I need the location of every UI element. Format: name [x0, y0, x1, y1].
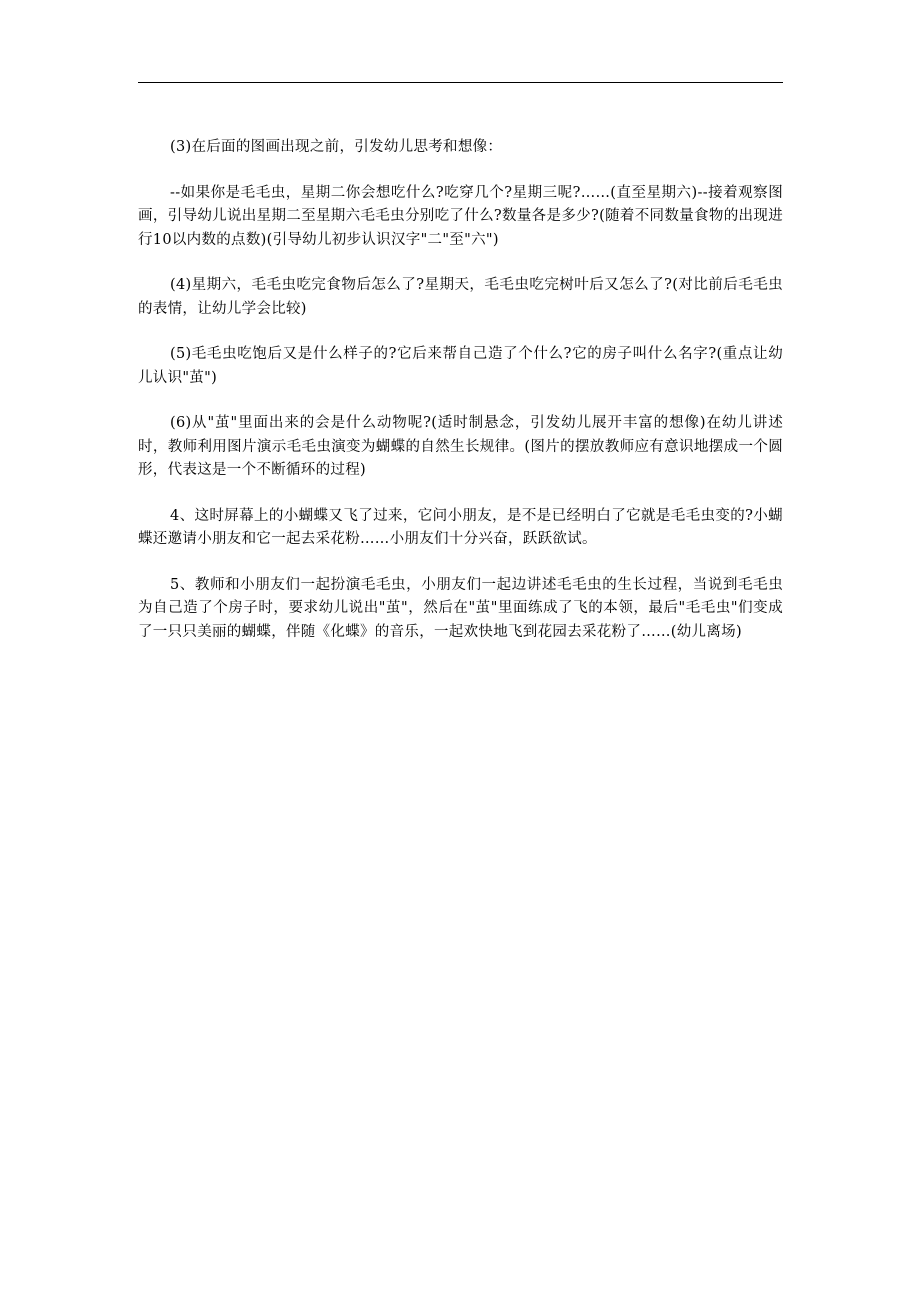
document-body [138, 136, 783, 666]
paragraph-questions: --如果你是毛毛虫，星期二你会想吃什么?吃穿几个?星期三呢?……(直至星期六)--接着观察图画，引导幼儿说出星期二至星期六毛毛虫分别吃了什么?数量各是多少?(随着不同数量食物的出现进行10以内数的点数)(引导幼儿初步认识汉字"二"至"六") [138, 184, 783, 248]
paragraph-step-4: (4)星期六，毛毛虫吃完食物后怎么了?星期天，毛毛虫吃完树叶后又怎么了?(对比前后毛毛虫的表情，让幼儿学会比较) [138, 277, 783, 317]
paragraph-section-5: 5、教师和小朋友们一起扮演毛毛虫，小朋友们一起边讲述毛毛虫的生长过程，当说到毛毛虫为自己造了个房子时，要求幼儿说出"茧"，然后在"茧"里面练成了飞的本领，最后"毛毛虫"们变成了一只只美丽的蝴蝶，伴随《化蝶》的音乐，一起欢快地飞到花园去采花粉了……(幼儿离场) [138, 576, 783, 640]
header-rule [138, 82, 783, 83]
paragraph-step-5: (5)毛毛虫吃饱后又是什么样子的?它后来帮自己造了个什么?它的房子叫什么名字?(重点让幼儿认识"茧") [138, 346, 783, 386]
paragraph-step-3: (3)在后面的图画出现之前，引发幼儿思考和想像： [170, 139, 503, 155]
paragraph-step-6: (6)从"茧"里面出来的会是什么动物呢?(适时制悬念，引发幼儿展开丰富的想像)在幼儿讲述时，教师利用图片演示毛毛虫演变为蝴蝶的自然生长规律。(图片的摆放教师应有意识地摆成一个圆形，代表这是一个不断循环的过程) [138, 415, 783, 478]
paragraph-section-4: 4、这时屏幕上的小蝴蝶又飞了过来，它问小朋友，是不是已经明白了它就是毛毛虫变的?小蝴蝶还邀请小朋友和它一起去采花粉……小朋友们十分兴奋，跃跃欲试。 [138, 507, 783, 547]
